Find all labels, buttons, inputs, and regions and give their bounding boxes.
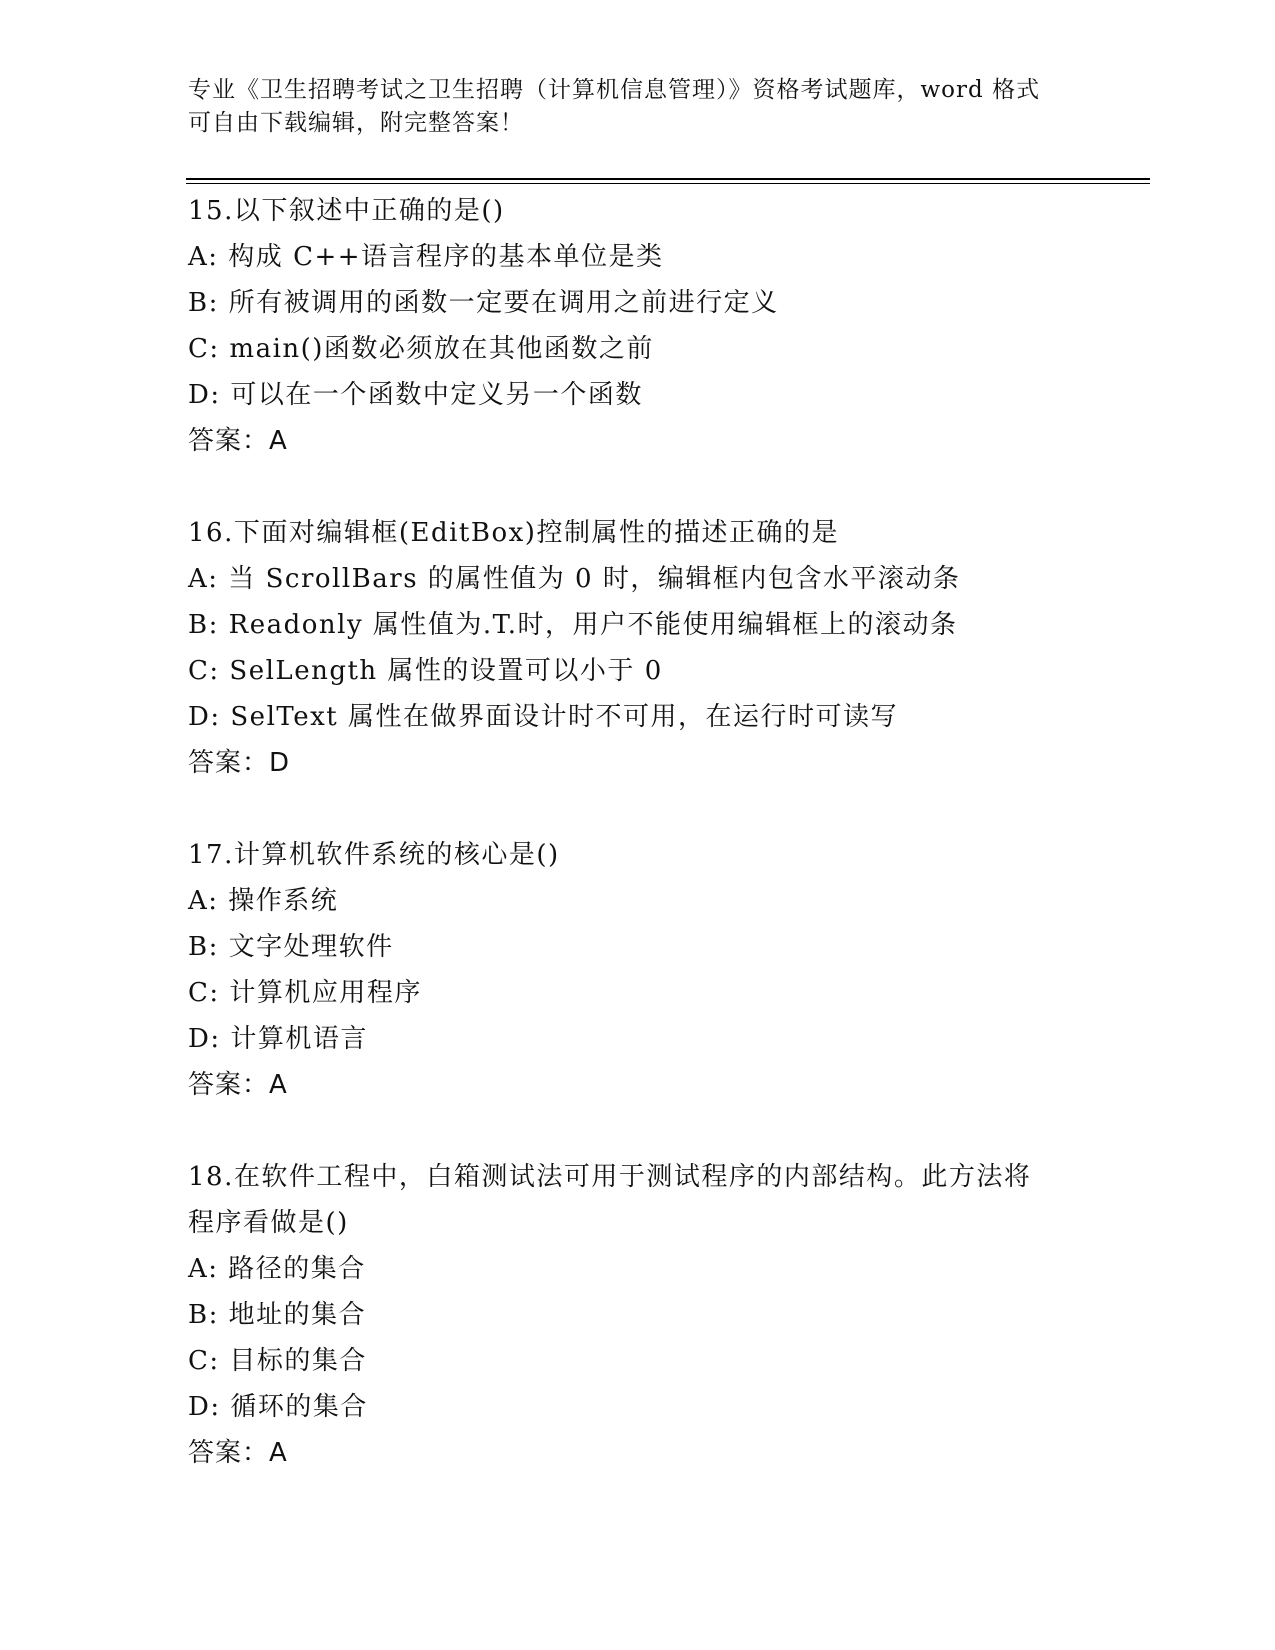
option-b: B: 所有被调用的函数一定要在调用之前进行定义 bbox=[188, 288, 779, 318]
question-stem: 17.计算机软件系统的核心是() bbox=[188, 840, 560, 870]
option-c: C: SelLength 属性的设置可以小于 0 bbox=[188, 656, 663, 686]
option-d: D: 可以在一个函数中定义另一个函数 bbox=[188, 380, 643, 410]
option-a: A: 操作系统 bbox=[188, 886, 339, 916]
question-list bbox=[188, 188, 1088, 1522]
document-header bbox=[188, 74, 1088, 140]
option-c: C: 计算机应用程序 bbox=[188, 978, 422, 1008]
option-b: B: 文字处理软件 bbox=[188, 932, 394, 962]
question-stem-line-1: 18.在软件工程中，白箱测试法可用于测试程序的内部结构。此方法将 bbox=[188, 1162, 1032, 1192]
question-stem: 15.以下叙述中正确的是() bbox=[188, 196, 505, 226]
option-a: A: 路径的集合 bbox=[188, 1254, 366, 1284]
option-d: D: SelText 属性在做界面设计时不可用，在运行时可读写 bbox=[188, 702, 898, 732]
header-divider-thin bbox=[186, 183, 1150, 184]
header-line-1: 专业《卫生招聘考试之卫生招聘（计算机信息管理）》资格考试题库，word 格式 bbox=[188, 77, 1041, 103]
answer-line: 答案：A bbox=[188, 426, 288, 456]
answer-line: 答案：A bbox=[188, 1070, 288, 1100]
question-15 bbox=[188, 188, 1088, 464]
question-17 bbox=[188, 832, 1088, 1108]
question-16 bbox=[188, 510, 1088, 786]
option-a: A: 构成 C++语言程序的基本单位是类 bbox=[188, 242, 664, 272]
answer-line: 答案：D bbox=[188, 748, 291, 778]
option-b: B: Readonly 属性值为.T.时，用户不能使用编辑框上的滚动条 bbox=[188, 610, 958, 640]
question-stem-line-2: 程序看做是() bbox=[188, 1208, 349, 1238]
answer-line: 答案：A bbox=[188, 1438, 288, 1468]
option-b: B: 地址的集合 bbox=[188, 1300, 367, 1330]
option-d: D: 循环的集合 bbox=[188, 1392, 368, 1422]
option-c: C: 目标的集合 bbox=[188, 1346, 367, 1376]
question-18 bbox=[188, 1154, 1088, 1476]
question-stem: 16.下面对编辑框(EditBox)控制属性的描述正确的是 bbox=[188, 518, 839, 548]
option-a: A: 当 ScrollBars 的属性值为 0 时，编辑框内包含水平滚动条 bbox=[188, 564, 961, 594]
header-line-2: 可自由下载编辑，附完整答案！ bbox=[188, 110, 524, 136]
option-d: D: 计算机语言 bbox=[188, 1024, 368, 1054]
option-c: C: main()函数必须放在其他函数之前 bbox=[188, 334, 654, 364]
header-divider-thick bbox=[186, 178, 1150, 180]
